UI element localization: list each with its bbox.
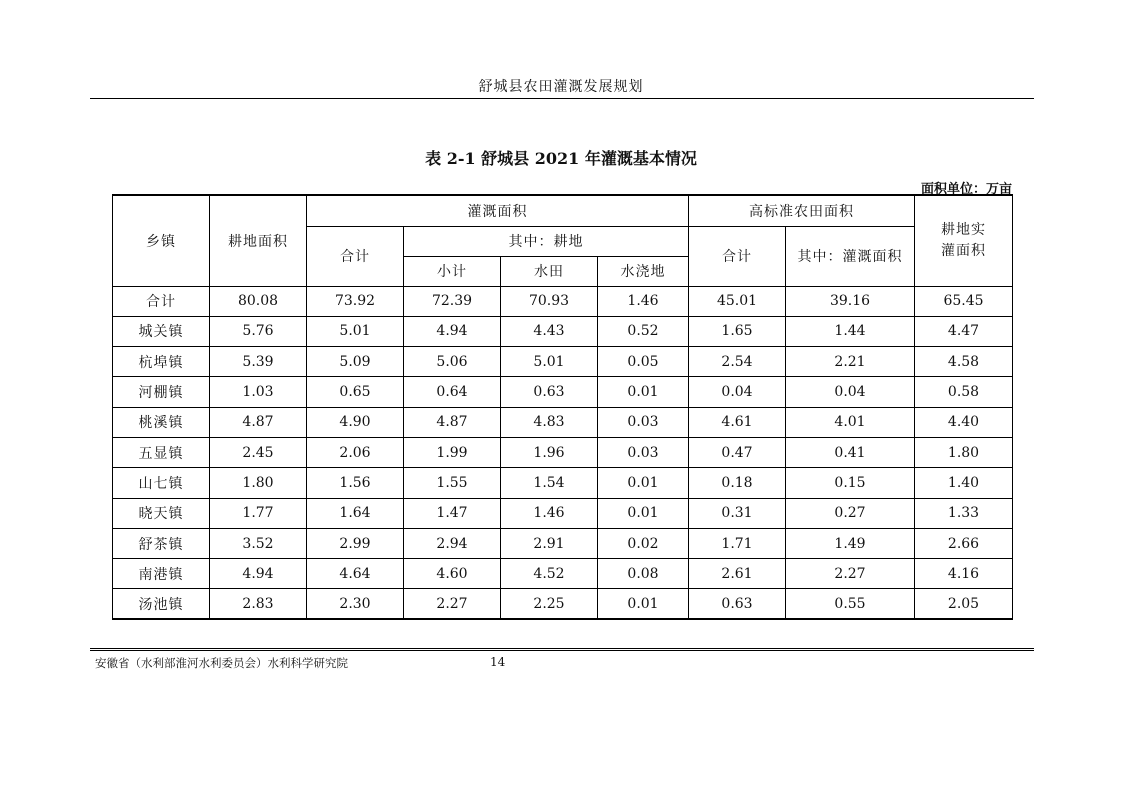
value-cell: 73.92	[307, 286, 404, 316]
value-cell: 0.05	[598, 347, 689, 377]
header-hs-total: 合计	[689, 226, 786, 286]
value-cell: 4.90	[307, 407, 404, 437]
value-cell: 0.31	[689, 498, 786, 528]
town-name-cell: 山七镇	[113, 468, 210, 498]
value-cell: 4.61	[689, 407, 786, 437]
value-cell: 4.94	[404, 316, 501, 346]
table-row	[113, 498, 1013, 528]
value-cell: 65.45	[915, 286, 1013, 316]
value-cell: 1.96	[501, 437, 598, 467]
header-irrigated-area: 灌溉面积	[307, 195, 689, 226]
irrigation-table	[112, 194, 1013, 620]
value-cell: 1.03	[210, 377, 307, 407]
value-cell: 0.64	[404, 377, 501, 407]
table-row	[113, 316, 1013, 346]
header-actual-irrigated	[915, 195, 1013, 286]
document-header-title: 舒城县农田灌溉发展规划	[478, 79, 644, 95]
town-name-cell: 南港镇	[113, 559, 210, 589]
header-of-which-cultivated: 其中：耕地	[404, 226, 689, 256]
value-cell: 0.01	[598, 498, 689, 528]
value-cell: 1.47	[404, 498, 501, 528]
value-cell: 4.52	[501, 559, 598, 589]
value-cell: 2.05	[915, 589, 1013, 619]
value-cell: 0.55	[786, 589, 915, 619]
page-number: 14	[490, 655, 506, 669]
value-cell: 0.18	[689, 468, 786, 498]
value-cell: 5.01	[501, 347, 598, 377]
value-cell: 4.58	[915, 347, 1013, 377]
value-cell: 2.83	[210, 589, 307, 619]
header-paddy: 水田	[501, 256, 598, 286]
table-row	[113, 589, 1013, 619]
value-cell: 0.04	[689, 377, 786, 407]
value-cell: 1.65	[689, 316, 786, 346]
value-cell: 0.15	[786, 468, 915, 498]
value-cell: 1.64	[307, 498, 404, 528]
header-high-standard-farmland: 高标准农田面积	[689, 195, 915, 226]
town-name-cell: 杭埠镇	[113, 347, 210, 377]
value-cell: 1.99	[404, 437, 501, 467]
value-cell: 2.25	[501, 589, 598, 619]
footer-divider	[90, 648, 1034, 651]
unit-note: 面积单位：万亩	[920, 182, 1012, 197]
header-actual-irrigated-label: 耕地实灌面积	[940, 222, 986, 259]
table-row	[113, 559, 1013, 589]
header-town: 乡镇	[113, 195, 210, 286]
value-cell: 0.03	[598, 407, 689, 437]
value-cell: 4.87	[404, 407, 501, 437]
value-cell: 1.55	[404, 468, 501, 498]
value-cell: 1.33	[915, 498, 1013, 528]
value-cell: 3.52	[210, 528, 307, 558]
value-cell: 0.63	[501, 377, 598, 407]
table-row	[113, 468, 1013, 498]
value-cell: 5.09	[307, 347, 404, 377]
header-irrigated-total: 合计	[307, 226, 404, 286]
town-name-cell: 合计	[113, 286, 210, 316]
value-cell: 1.40	[915, 468, 1013, 498]
value-cell: 39.16	[786, 286, 915, 316]
value-cell: 1.44	[786, 316, 915, 346]
value-cell: 2.45	[210, 437, 307, 467]
value-cell: 2.30	[307, 589, 404, 619]
value-cell: 0.01	[598, 589, 689, 619]
value-cell: 0.03	[598, 437, 689, 467]
value-cell: 0.65	[307, 377, 404, 407]
value-cell: 2.21	[786, 347, 915, 377]
value-cell: 4.40	[915, 407, 1013, 437]
town-name-cell: 晓天镇	[113, 498, 210, 528]
town-name-cell: 五显镇	[113, 437, 210, 467]
value-cell: 1.80	[915, 437, 1013, 467]
value-cell: 1.46	[598, 286, 689, 316]
town-name-cell: 桃溪镇	[113, 407, 210, 437]
value-cell: 0.47	[689, 437, 786, 467]
value-cell: 5.06	[404, 347, 501, 377]
value-cell: 1.54	[501, 468, 598, 498]
town-name-cell: 舒茶镇	[113, 528, 210, 558]
value-cell: 0.63	[689, 589, 786, 619]
value-cell: 4.94	[210, 559, 307, 589]
value-cell: 2.27	[786, 559, 915, 589]
value-cell: 5.76	[210, 316, 307, 346]
value-cell: 5.01	[307, 316, 404, 346]
value-cell: 2.27	[404, 589, 501, 619]
value-cell: 0.41	[786, 437, 915, 467]
value-cell: 4.60	[404, 559, 501, 589]
table-row	[113, 377, 1013, 407]
value-cell: 0.27	[786, 498, 915, 528]
value-cell: 0.52	[598, 316, 689, 346]
value-cell: 4.16	[915, 559, 1013, 589]
value-cell: 2.94	[404, 528, 501, 558]
value-cell: 80.08	[210, 286, 307, 316]
value-cell: 1.56	[307, 468, 404, 498]
header-hs-of-which-irrigated: 其中：灌溉面积	[786, 226, 915, 286]
value-cell: 4.83	[501, 407, 598, 437]
value-cell: 70.93	[501, 286, 598, 316]
value-cell: 0.01	[598, 468, 689, 498]
table-row	[113, 528, 1013, 558]
table-row	[113, 437, 1013, 467]
value-cell: 2.61	[689, 559, 786, 589]
value-cell: 4.87	[210, 407, 307, 437]
town-name-cell: 河棚镇	[113, 377, 210, 407]
value-cell: 0.02	[598, 528, 689, 558]
value-cell: 5.39	[210, 347, 307, 377]
value-cell: 1.80	[210, 468, 307, 498]
value-cell: 2.91	[501, 528, 598, 558]
table-row	[113, 407, 1013, 437]
table-body	[113, 286, 1013, 619]
value-cell: 0.58	[915, 377, 1013, 407]
header-subtotal: 小计	[404, 256, 501, 286]
value-cell: 4.43	[501, 316, 598, 346]
value-cell: 1.77	[210, 498, 307, 528]
table-row	[113, 286, 1013, 316]
town-name-cell: 汤池镇	[113, 589, 210, 619]
value-cell: 72.39	[404, 286, 501, 316]
table-caption: 表 2-1 舒城县 2021 年灌溉基本情况	[425, 149, 697, 168]
value-cell: 2.99	[307, 528, 404, 558]
footer-organization: 安徽省（水利部淮河水利委员会）水利科学研究院	[95, 656, 348, 670]
value-cell: 0.08	[598, 559, 689, 589]
header-divider	[90, 98, 1034, 99]
value-cell: 2.06	[307, 437, 404, 467]
value-cell: 0.01	[598, 377, 689, 407]
value-cell: 2.66	[915, 528, 1013, 558]
value-cell: 4.47	[915, 316, 1013, 346]
value-cell: 45.01	[689, 286, 786, 316]
value-cell: 0.04	[786, 377, 915, 407]
table-row	[113, 347, 1013, 377]
header-irrigable-dry: 水浇地	[598, 256, 689, 286]
value-cell: 1.71	[689, 528, 786, 558]
value-cell: 4.01	[786, 407, 915, 437]
header-cultivated-area: 耕地面积	[210, 195, 307, 286]
value-cell: 1.46	[501, 498, 598, 528]
value-cell: 2.54	[689, 347, 786, 377]
town-name-cell: 城关镇	[113, 316, 210, 346]
value-cell: 1.49	[786, 528, 915, 558]
value-cell: 4.64	[307, 559, 404, 589]
